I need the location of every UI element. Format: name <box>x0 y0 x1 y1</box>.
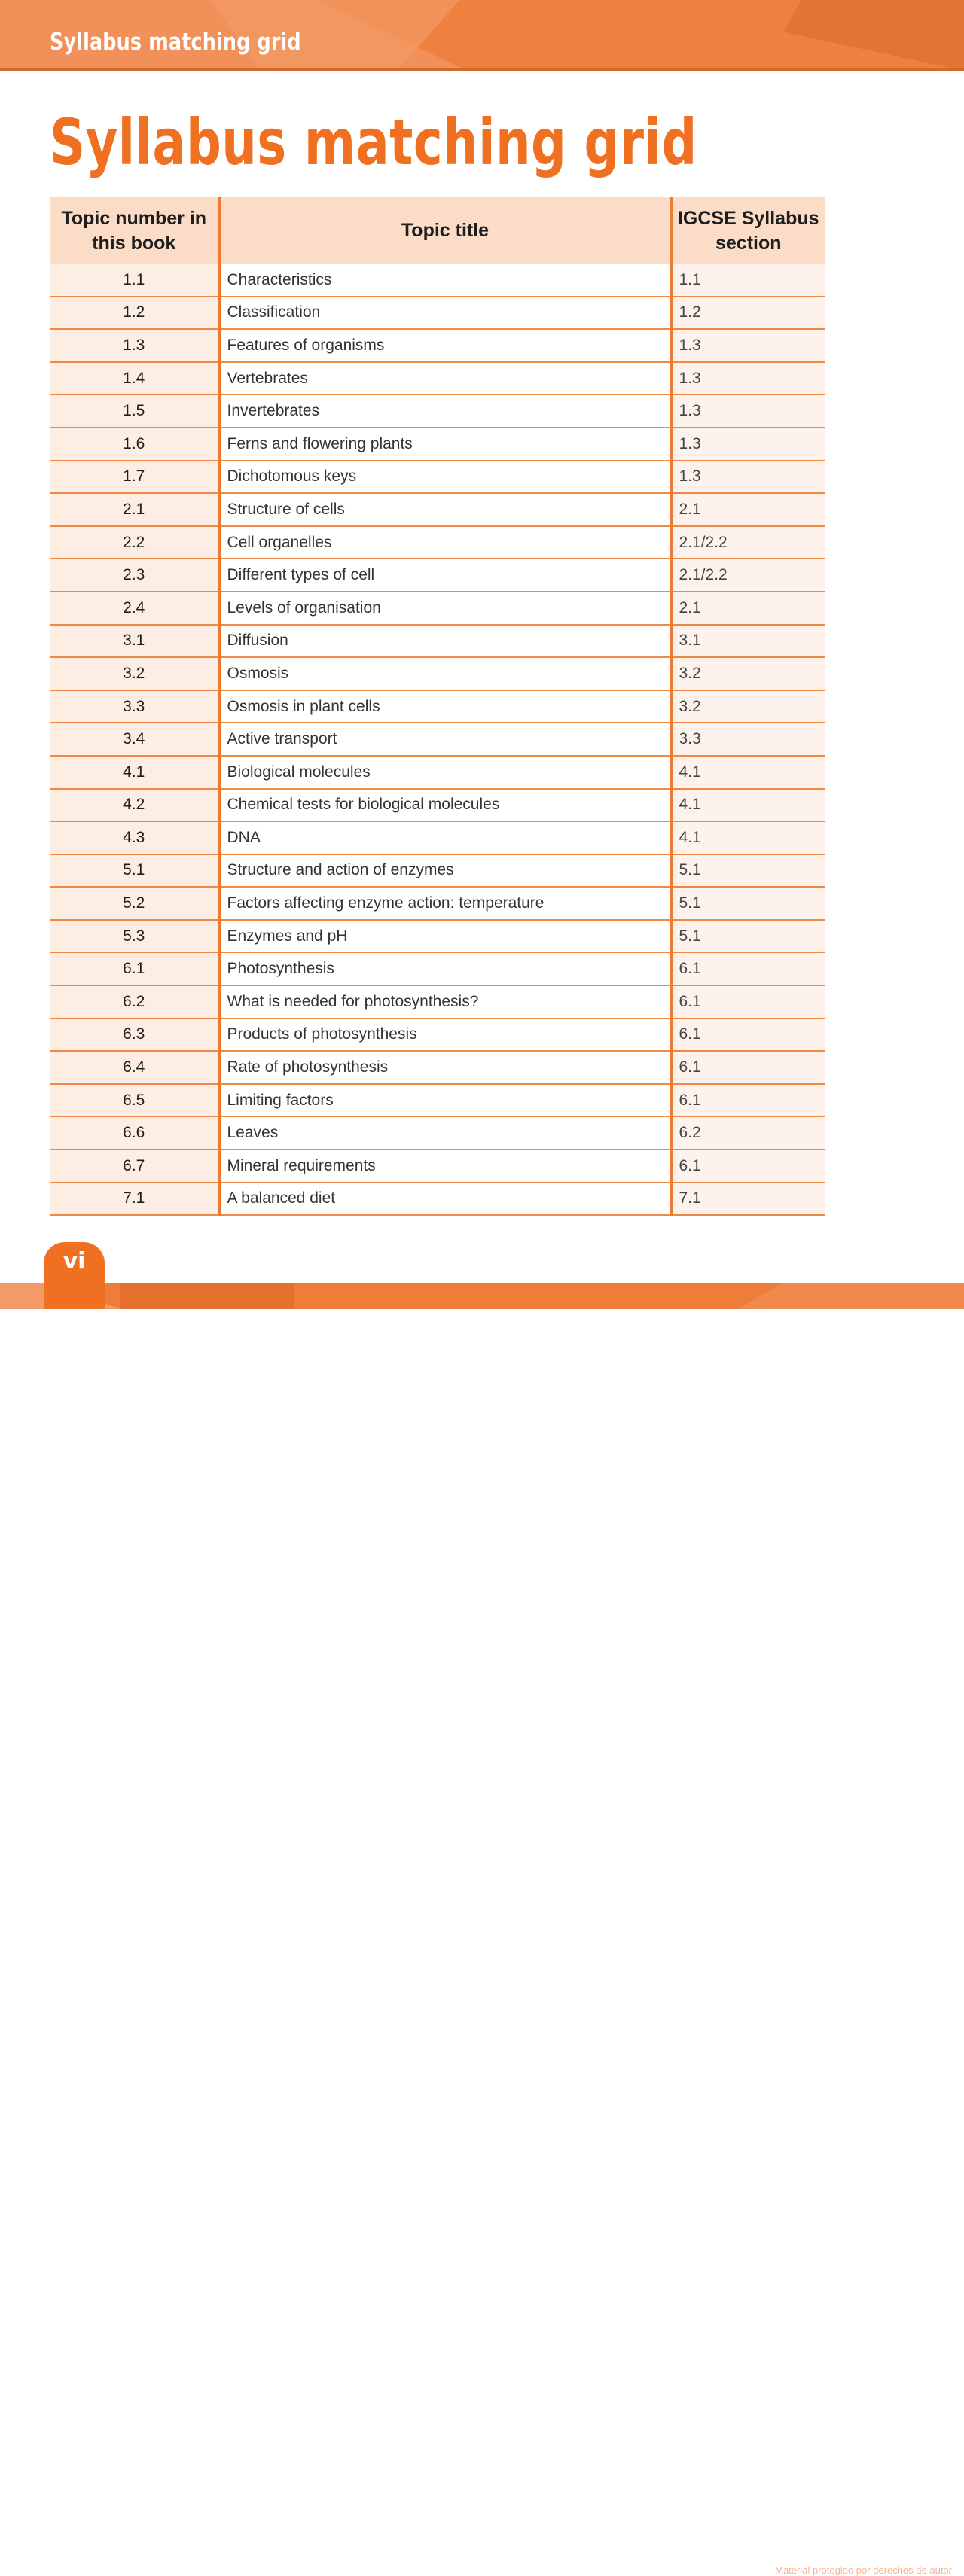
cell-topic-title: Invertebrates <box>219 394 671 428</box>
table-header-row <box>50 197 825 264</box>
page-title: Syllabus matching grid <box>50 105 697 179</box>
footer-facet <box>738 1283 964 1309</box>
cell-syllabus-section: 6.1 <box>671 1019 825 1052</box>
cell-topic-number: 2.4 <box>50 592 219 625</box>
cell-topic-title: Rate of photosynthesis <box>219 1051 671 1084</box>
cell-syllabus-section: 4.1 <box>671 821 825 854</box>
cell-syllabus-section: 3.1 <box>671 625 825 658</box>
table-row <box>50 297 825 330</box>
table-row <box>50 952 825 985</box>
syllabus-grid-table <box>50 197 825 1216</box>
cell-syllabus-section: 1.2 <box>671 297 825 330</box>
cell-topic-title: Biological molecules <box>219 756 671 789</box>
cell-syllabus-section: 6.1 <box>671 1084 825 1117</box>
column-header-syllabus-section: IGCSE Syllabus section <box>671 197 825 264</box>
cell-topic-title: Chemical tests for biological molecules <box>219 789 671 822</box>
cell-topic-title: Factors affecting enzyme action: temperature <box>219 887 671 920</box>
cell-topic-title: Products of photosynthesis <box>219 1019 671 1052</box>
table-row <box>50 559 825 592</box>
cell-topic-number: 4.3 <box>50 821 219 854</box>
cell-topic-title: A balanced diet <box>219 1183 671 1216</box>
table-row <box>50 723 825 756</box>
table-row <box>50 690 825 723</box>
cell-syllabus-section: 2.1/2.2 <box>671 559 825 592</box>
header-shadow <box>0 68 964 71</box>
column-header-topic-title: Topic title <box>219 197 671 264</box>
table-row <box>50 1019 825 1052</box>
table-row <box>50 493 825 526</box>
cell-topic-title: Classification <box>219 297 671 330</box>
table-row <box>50 657 825 690</box>
cell-topic-number: 6.5 <box>50 1084 219 1117</box>
header-band <box>0 0 964 71</box>
cell-topic-number: 4.1 <box>50 756 219 789</box>
cell-syllabus-section: 6.2 <box>671 1116 825 1149</box>
table-row <box>50 592 825 625</box>
cell-syllabus-section: 5.1 <box>671 920 825 953</box>
cell-topic-number: 3.1 <box>50 625 219 658</box>
cell-syllabus-section: 5.1 <box>671 854 825 888</box>
cell-topic-number: 6.6 <box>50 1116 219 1149</box>
table-row <box>50 329 825 362</box>
cell-topic-title: Photosynthesis <box>219 952 671 985</box>
cell-topic-number: 1.7 <box>50 461 219 494</box>
cell-syllabus-section: 4.1 <box>671 756 825 789</box>
cell-syllabus-section: 1.3 <box>671 362 825 395</box>
cell-topic-number: 6.4 <box>50 1051 219 1084</box>
cell-topic-title: Osmosis <box>219 657 671 690</box>
cell-topic-number: 1.4 <box>50 362 219 395</box>
watermark: Material protegido por derechos de autor <box>775 2565 952 2576</box>
cell-topic-title: Cell organelles <box>219 526 671 559</box>
cell-topic-number: 1.1 <box>50 264 219 297</box>
table-row <box>50 461 825 494</box>
cell-topic-title: Enzymes and pH <box>219 920 671 953</box>
cell-topic-number: 2.3 <box>50 559 219 592</box>
cell-topic-number: 4.2 <box>50 789 219 822</box>
cell-syllabus-section: 4.1 <box>671 789 825 822</box>
cell-topic-title: Characteristics <box>219 264 671 297</box>
table-row <box>50 854 825 888</box>
cell-topic-title: Structure and action of enzymes <box>219 854 671 888</box>
table-row <box>50 821 825 854</box>
cell-topic-number: 3.4 <box>50 723 219 756</box>
cell-syllabus-section: 2.1 <box>671 592 825 625</box>
footer-band <box>0 1283 964 2576</box>
cell-syllabus-section: 1.3 <box>671 329 825 362</box>
table-row <box>50 789 825 822</box>
cell-topic-number: 5.3 <box>50 920 219 953</box>
table-row <box>50 920 825 953</box>
cell-topic-title: Vertebrates <box>219 362 671 395</box>
table-row <box>50 1051 825 1084</box>
cell-topic-title: Structure of cells <box>219 493 671 526</box>
cell-topic-number: 5.1 <box>50 854 219 888</box>
cell-topic-number: 1.2 <box>50 297 219 330</box>
cell-topic-number: 1.3 <box>50 329 219 362</box>
cell-topic-title: Mineral requirements <box>219 1149 671 1183</box>
cell-topic-number: 2.2 <box>50 526 219 559</box>
cell-topic-number: 3.3 <box>50 690 219 723</box>
table-row <box>50 394 825 428</box>
cell-syllabus-section: 2.1/2.2 <box>671 526 825 559</box>
cell-topic-title: Limiting factors <box>219 1084 671 1117</box>
running-head: Syllabus matching grid <box>50 29 301 56</box>
cell-topic-title: Ferns and flowering plants <box>219 428 671 461</box>
column-header-topic-number: Topic number in this book <box>50 197 219 264</box>
table-row <box>50 1183 825 1216</box>
cell-topic-title: What is needed for photosynthesis? <box>219 985 671 1019</box>
table-row <box>50 1084 825 1117</box>
cell-syllabus-section: 6.1 <box>671 985 825 1019</box>
cell-topic-title: Levels of organisation <box>219 592 671 625</box>
cell-topic-title: Osmosis in plant cells <box>219 690 671 723</box>
cell-topic-number: 3.2 <box>50 657 219 690</box>
table-row <box>50 625 825 658</box>
table-row <box>50 756 825 789</box>
cell-syllabus-section: 3.3 <box>671 723 825 756</box>
cell-topic-number: 7.1 <box>50 1183 219 1216</box>
cell-topic-title: Features of organisms <box>219 329 671 362</box>
cell-topic-title: Active transport <box>219 723 671 756</box>
cell-syllabus-section: 3.2 <box>671 657 825 690</box>
cell-topic-number: 1.6 <box>50 428 219 461</box>
table-row <box>50 264 825 297</box>
table-row <box>50 887 825 920</box>
footer-facet <box>120 1283 294 1309</box>
table-row <box>50 985 825 1019</box>
cell-syllabus-section: 3.2 <box>671 690 825 723</box>
cell-syllabus-section: 5.1 <box>671 887 825 920</box>
cell-topic-number: 6.3 <box>50 1019 219 1052</box>
cell-topic-title: Diffusion <box>219 625 671 658</box>
cell-syllabus-section: 6.1 <box>671 1149 825 1183</box>
page-number: vi <box>44 1242 105 1309</box>
cell-topic-title: Dichotomous keys <box>219 461 671 494</box>
table-row <box>50 526 825 559</box>
cell-topic-number: 6.2 <box>50 985 219 1019</box>
header-facet <box>783 0 964 71</box>
cell-topic-title: Leaves <box>219 1116 671 1149</box>
cell-syllabus-section: 6.1 <box>671 1051 825 1084</box>
cell-syllabus-section: 7.1 <box>671 1183 825 1216</box>
cell-topic-title: Different types of cell <box>219 559 671 592</box>
table-body <box>50 264 825 1215</box>
table-row <box>50 428 825 461</box>
table-row <box>50 1149 825 1183</box>
cell-topic-number: 6.1 <box>50 952 219 985</box>
cell-topic-number: 5.2 <box>50 887 219 920</box>
cell-syllabus-section: 1.3 <box>671 428 825 461</box>
cell-topic-number: 6.7 <box>50 1149 219 1183</box>
cell-topic-title: DNA <box>219 821 671 854</box>
table-row <box>50 1116 825 1149</box>
cell-syllabus-section: 1.3 <box>671 461 825 494</box>
cell-syllabus-section: 1.3 <box>671 394 825 428</box>
cell-syllabus-section: 2.1 <box>671 493 825 526</box>
cell-syllabus-section: 1.1 <box>671 264 825 297</box>
cell-topic-number: 2.1 <box>50 493 219 526</box>
cell-topic-number: 1.5 <box>50 394 219 428</box>
cell-syllabus-section: 6.1 <box>671 952 825 985</box>
table-row <box>50 362 825 395</box>
